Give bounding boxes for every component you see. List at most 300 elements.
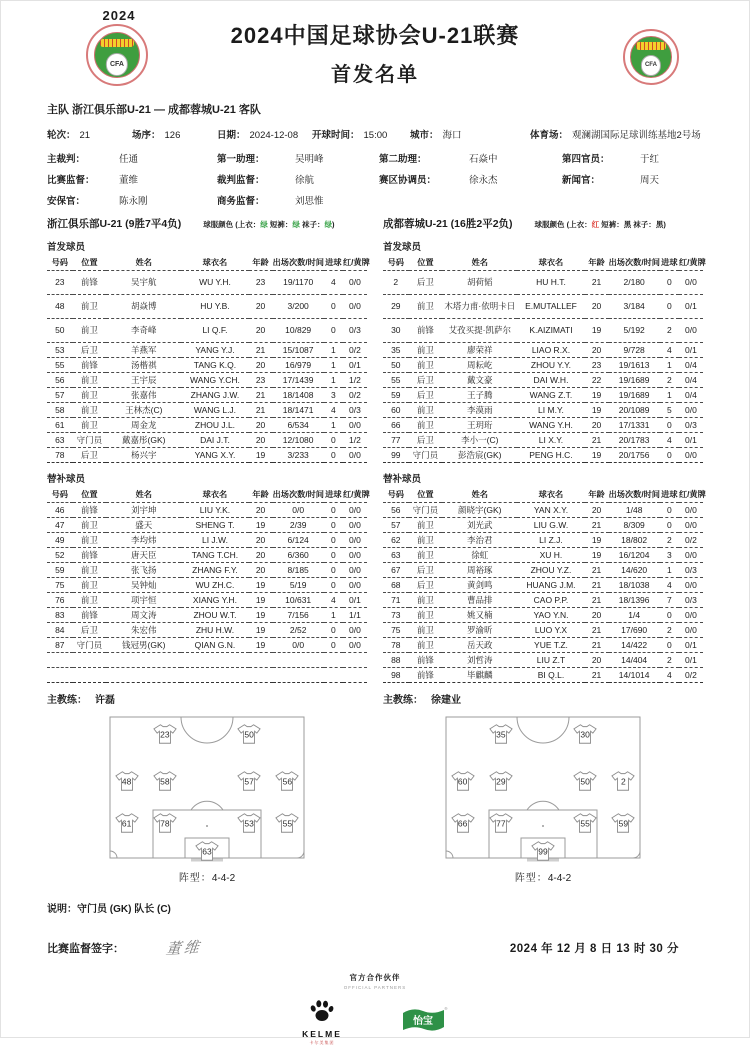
player-cell: 19/1689	[609, 373, 660, 388]
column-header: 号码	[47, 256, 73, 271]
kit-part-label: 短裤：	[599, 220, 624, 229]
player-cell: ZHOU Y.Y.	[517, 358, 584, 373]
player-cell: 0/0	[273, 638, 324, 653]
player-row	[47, 578, 367, 593]
player-row	[47, 638, 367, 653]
player-cell: 15/1087	[273, 343, 324, 358]
formation-jersey: 29	[489, 770, 513, 791]
player-cell: 20	[585, 418, 609, 433]
player-cell: 0/0	[679, 518, 703, 533]
player-cell: 守门员	[409, 448, 443, 463]
player-cell	[181, 668, 248, 683]
player-cell: 1	[324, 373, 343, 388]
player-cell: 21	[585, 623, 609, 638]
info-field	[47, 127, 132, 141]
player-cell: WANG L.J.	[181, 403, 248, 418]
formation-jersey: 55	[275, 813, 299, 834]
player-cell: 47	[47, 518, 73, 533]
kit-part-label: 袜子：	[299, 220, 325, 229]
away-subs-table	[383, 488, 706, 683]
player-row	[383, 358, 703, 373]
player-cell: 前卫	[409, 608, 443, 623]
player-cell: 岳天政	[442, 638, 517, 653]
player-cell: 0/1	[343, 358, 367, 373]
player-cell: HU H.T.	[517, 271, 584, 295]
player-cell: 李小一(C)	[442, 433, 517, 448]
player-cell: 2	[660, 623, 679, 638]
player-row	[47, 358, 367, 373]
player-cell: 87	[47, 638, 73, 653]
player-cell: 守门员	[73, 638, 107, 653]
player-cell: 35	[383, 343, 409, 358]
player-cell: 55	[47, 358, 73, 373]
player-cell: 前卫	[409, 418, 443, 433]
cestbon-wordmark: 怡宝	[412, 1016, 433, 1027]
kelme-subtext: 卡尔美集团	[309, 1040, 335, 1045]
player-cell: 0/0	[679, 548, 703, 563]
home-team-name: 浙江俱乐部U-21 (9胜7平4负)	[47, 218, 182, 230]
player-cell: 李治君	[442, 533, 517, 548]
player-cell: 19	[585, 319, 609, 343]
player-cell: 姚又楠	[442, 608, 517, 623]
official-label: 主裁判：	[47, 154, 86, 165]
player-cell: 前卫	[409, 358, 443, 373]
player-cell: 艾孜买提·凯萨尔	[442, 319, 517, 343]
column-header: 红/黄牌	[679, 488, 703, 503]
player-cell: 19	[249, 518, 273, 533]
player-cell: 16/979	[273, 358, 324, 373]
notes-line	[47, 900, 749, 915]
player-cell: 0/0	[343, 548, 367, 563]
player-cell: 0	[324, 548, 343, 563]
player-cell: 廖荣祥	[442, 343, 517, 358]
player-cell: 14/404	[609, 653, 660, 668]
player-cell: 0/0	[679, 608, 703, 623]
player-cell: LIAO R.X.	[517, 343, 584, 358]
player-row	[47, 343, 367, 358]
player-cell: 88	[383, 653, 409, 668]
starting-label: 首发球员	[383, 242, 422, 253]
formation-jersey: 55	[573, 813, 597, 834]
year-label: 2024	[102, 8, 136, 23]
player-cell: 前卫	[73, 518, 107, 533]
kit-part-value: 绿	[292, 220, 300, 229]
player-cell: 10/829	[273, 319, 324, 343]
player-cell: 21	[585, 638, 609, 653]
notes-text: 守门员 (GK) 队长 (C)	[77, 904, 171, 915]
player-cell: 23	[585, 358, 609, 373]
away-team-name: 成都蓉城U-21 (16胜2平2负)	[383, 218, 513, 230]
player-cell: 0/0	[343, 518, 367, 533]
player-cell: 1	[660, 388, 679, 403]
player-cell: 0/0	[679, 319, 703, 343]
player-cell: YANG Y.J.	[181, 343, 248, 358]
formation-value: 4-4-2	[547, 873, 572, 884]
player-cell: 0/0	[343, 418, 367, 433]
player-cell: 0/1	[679, 343, 703, 358]
player-cell: 0	[660, 448, 679, 463]
info-value: 15:00	[363, 130, 388, 141]
player-cell: 0/0	[343, 638, 367, 653]
player-cell: 彭浩宸(GK)	[442, 448, 517, 463]
info-value: 21	[79, 130, 91, 141]
player-cell: 0/0	[679, 271, 703, 295]
player-cell: 戴文豪	[442, 373, 517, 388]
coach-name: 许磊	[95, 695, 115, 706]
signature-row	[47, 937, 703, 958]
player-cell: 19	[585, 388, 609, 403]
player-row	[47, 623, 367, 638]
player-cell: 颜晓宇(GK)	[442, 503, 517, 518]
player-cell: 20	[585, 653, 609, 668]
player-cell: WANG Y.H.	[517, 418, 584, 433]
player-cell: 0/2	[679, 668, 703, 683]
kit-label: 球服颜色 (	[534, 220, 570, 229]
player-cell: 0/1	[679, 638, 703, 653]
player-cell: 前锋	[409, 668, 443, 683]
player-cell: 前锋	[409, 653, 443, 668]
formation-jersey: 57	[237, 770, 261, 791]
player-cell: 0/0	[343, 295, 367, 319]
page-title: 2024中国足球协会U-21联赛	[230, 23, 520, 48]
player-cell: CAO P.P.	[517, 593, 584, 608]
player-cell: 曹品排	[442, 593, 517, 608]
player-cell: 56	[47, 373, 73, 388]
player-cell: 20	[249, 433, 273, 448]
player-row	[47, 518, 367, 533]
player-cell: TANG K.Q.	[181, 358, 248, 373]
player-cell: 唐天臣	[106, 548, 181, 563]
player-cell: 1/1	[343, 608, 367, 623]
kit-part-value: 绿	[260, 220, 268, 229]
subs-label: 替补球员	[383, 474, 422, 485]
player-cell: 0/3	[343, 319, 367, 343]
player-cell: 3/200	[273, 295, 324, 319]
player-cell: 守门员	[409, 503, 443, 518]
player-cell: 10/631	[273, 593, 324, 608]
player-cell: 21	[585, 433, 609, 448]
player-cell: 73	[383, 608, 409, 623]
cestbon-logo	[400, 1005, 448, 1042]
player-cell: 77	[383, 433, 409, 448]
player-cell: 0	[660, 503, 679, 518]
player-cell: 朱宏伟	[106, 623, 181, 638]
player-cell: DAI J.T.	[181, 433, 248, 448]
player-cell: HUANG J.M.	[517, 578, 584, 593]
formation-jersey: 59	[611, 813, 635, 834]
away-formation-label	[383, 869, 703, 884]
official-label: 比赛监督：	[47, 175, 95, 186]
formation-jersey: 63	[195, 841, 219, 862]
home-subs-table	[47, 488, 370, 683]
player-cell: 0/1	[679, 295, 703, 319]
info-label: 轮次：	[47, 130, 76, 141]
player-cell: 0/0	[343, 623, 367, 638]
formation-jersey: 99	[531, 841, 555, 862]
player-cell: 20/1089	[609, 403, 660, 418]
player-cell: 83	[47, 608, 73, 623]
column-header: 出场次数/时间	[609, 488, 660, 503]
player-cell: 98	[383, 668, 409, 683]
player-cell	[47, 653, 73, 668]
player-cell: 张飞扬	[106, 563, 181, 578]
player-cell: 20	[249, 533, 273, 548]
player-cell: 黄剑鸣	[442, 578, 517, 593]
player-cell: WANG Z.T.	[517, 388, 584, 403]
player-cell: 前卫	[409, 295, 443, 319]
player-cell: 20/1756	[609, 448, 660, 463]
player-cell: 6/534	[273, 418, 324, 433]
player-cell: 20	[249, 319, 273, 343]
player-cell: 57	[383, 518, 409, 533]
player-cell: 21	[585, 668, 609, 683]
official-label: 安保官：	[47, 196, 86, 207]
player-cell: 21	[585, 271, 609, 295]
player-cell: 2	[660, 653, 679, 668]
kit-part-value: 红	[591, 220, 600, 229]
player-row	[47, 563, 367, 578]
formation-jersey: 2	[611, 770, 635, 791]
official-label: 商务监督：	[217, 196, 265, 207]
player-cell: 71	[383, 593, 409, 608]
player-cell: 前卫	[73, 533, 107, 548]
player-cell: 4	[660, 433, 679, 448]
player-cell: 48	[47, 295, 73, 319]
player-cell: 20	[249, 418, 273, 433]
player-cell: 项宇恒	[106, 593, 181, 608]
info-label: 场序：	[132, 130, 161, 141]
player-cell: YAO Y.N.	[517, 608, 584, 623]
player-cell: 后卫	[409, 578, 443, 593]
player-cell: 20	[249, 563, 273, 578]
home-formation-pitch	[109, 716, 305, 863]
official-name: 徐航	[295, 175, 315, 186]
player-cell: LI M.Y.	[517, 403, 584, 418]
official-label	[562, 193, 640, 207]
player-cell: LI X.Y.	[517, 433, 584, 448]
player-cell: 0/3	[679, 593, 703, 608]
player-row	[47, 448, 367, 463]
player-row	[383, 518, 703, 533]
column-header: 年龄	[249, 488, 273, 503]
player-row	[47, 271, 367, 295]
formation-value: 4-4-2	[211, 873, 236, 884]
player-cell	[324, 653, 343, 668]
away-formation-pitch	[445, 716, 641, 863]
player-cell: 75	[47, 578, 73, 593]
player-cell: 14/422	[609, 638, 660, 653]
player-cell	[343, 668, 367, 683]
player-cell: 1/2	[343, 433, 367, 448]
player-cell: 0/0	[273, 503, 324, 518]
player-cell: ZHU H.W.	[181, 623, 248, 638]
player-row	[383, 403, 703, 418]
official-name: 董维	[119, 175, 139, 186]
player-cell: 19	[249, 578, 273, 593]
player-cell: 4	[660, 668, 679, 683]
player-cell: 前卫	[73, 388, 107, 403]
player-cell: 57	[47, 388, 73, 403]
player-row	[47, 533, 367, 548]
player-cell: 木塔力甫·依明卡日	[442, 295, 517, 319]
player-cell: 46	[47, 503, 73, 518]
column-header: 年龄	[585, 256, 609, 271]
table-header-row	[383, 256, 703, 271]
home-coach-line	[47, 691, 367, 706]
player-cell: 0/0	[679, 503, 703, 518]
player-cell: 2/180	[609, 271, 660, 295]
player-cell: 0/3	[343, 403, 367, 418]
player-cell: 18/1396	[609, 593, 660, 608]
cestbon-flag-icon	[400, 1005, 448, 1037]
svg-text:®: ®	[444, 1006, 448, 1011]
player-cell: 21	[585, 593, 609, 608]
home-formation-label	[47, 869, 367, 884]
player-cell: 0	[660, 608, 679, 623]
player-cell: ZHOU Y.Z.	[517, 563, 584, 578]
player-cell: 20	[249, 503, 273, 518]
official-label: 新闻官：	[562, 175, 601, 186]
player-cell: 12/1080	[273, 433, 324, 448]
player-cell: XIANG Y.H.	[181, 593, 248, 608]
player-cell: 0/0	[679, 403, 703, 418]
player-cell: 19	[249, 448, 273, 463]
player-row	[383, 563, 703, 578]
player-cell: 前锋	[73, 358, 107, 373]
player-cell: E.MUTALLEF	[517, 295, 584, 319]
player-cell: 0/0	[679, 578, 703, 593]
kit-part-value: 黑	[623, 220, 632, 229]
column-header: 球衣名	[181, 256, 248, 271]
player-cell	[273, 653, 324, 668]
player-cell: 后卫	[73, 343, 107, 358]
column-header: 进球	[660, 256, 679, 271]
player-cell: 5/19	[273, 578, 324, 593]
player-cell: 0	[324, 518, 343, 533]
player-cell: 后卫	[73, 448, 107, 463]
player-cell: 14/1014	[609, 668, 660, 683]
player-cell: 李奇峰	[106, 319, 181, 343]
player-cell: 20	[585, 503, 609, 518]
player-cell: 75	[383, 623, 409, 638]
player-row	[47, 548, 367, 563]
info-field	[312, 127, 410, 141]
player-cell: 29	[383, 295, 409, 319]
player-cell: 14/620	[609, 563, 660, 578]
kelme-logo	[302, 999, 342, 1046]
info-label: 体育场：	[530, 130, 569, 141]
player-cell: 17/1439	[273, 373, 324, 388]
coach-label: 主教练：	[47, 695, 87, 706]
player-cell: 0/4	[679, 388, 703, 403]
info-field	[132, 127, 217, 141]
player-cell: 0	[324, 448, 343, 463]
column-header: 红/黄牌	[343, 488, 367, 503]
player-row	[47, 403, 367, 418]
player-cell: 2	[660, 373, 679, 388]
player-cell: 4	[660, 578, 679, 593]
player-cell	[47, 668, 73, 683]
player-cell: 21	[585, 563, 609, 578]
player-cell: QIAN G.N.	[181, 638, 248, 653]
match-info-row	[47, 127, 749, 141]
home-kit-colors	[203, 219, 334, 230]
column-header: 号码	[383, 256, 409, 271]
away-team-column	[383, 216, 706, 884]
column-header: 球衣名	[517, 488, 584, 503]
player-cell: 2	[660, 319, 679, 343]
column-header: 位置	[409, 488, 443, 503]
player-cell: WU ZH.C.	[181, 578, 248, 593]
player-cell: 20	[585, 295, 609, 319]
player-cell: 罗渝昕	[442, 623, 517, 638]
column-header: 出场次数/时间	[609, 256, 660, 271]
player-cell: 戴嘉彤(GK)	[106, 433, 181, 448]
player-row	[383, 623, 703, 638]
player-row	[383, 653, 703, 668]
column-header: 姓名	[442, 488, 517, 503]
column-header: 年龄	[249, 256, 273, 271]
column-header: 红/黄牌	[343, 256, 367, 271]
player-row	[383, 418, 703, 433]
player-cell: 0	[324, 578, 343, 593]
player-cell: 守门员	[73, 433, 107, 448]
player-cell: 0/2	[679, 533, 703, 548]
player-cell: 3/233	[273, 448, 324, 463]
formation-jersey: 53	[237, 813, 261, 834]
signature-label: 比赛监督签字：	[47, 942, 124, 955]
player-cell: 0	[324, 319, 343, 343]
column-header: 位置	[73, 488, 107, 503]
formation-jersey: 23	[153, 723, 177, 744]
official-label: 第一助理：	[217, 154, 265, 165]
empty-row	[47, 653, 367, 668]
player-cell: 84	[47, 623, 73, 638]
kit-part-value: 黑	[655, 220, 664, 229]
player-cell: 60	[383, 403, 409, 418]
player-cell	[73, 653, 107, 668]
player-cell: 17/690	[609, 623, 660, 638]
player-cell: 20	[249, 295, 273, 319]
player-cell: 18/1038	[609, 578, 660, 593]
kelme-wordmark: KELME	[302, 1029, 342, 1039]
player-cell: 7/156	[273, 608, 324, 623]
column-header: 进球	[324, 256, 343, 271]
player-cell: 吴钟灿	[106, 578, 181, 593]
column-header: 进球	[324, 488, 343, 503]
player-cell: 前卫	[73, 373, 107, 388]
player-cell: 0/0	[343, 563, 367, 578]
official-name	[640, 193, 749, 207]
column-header: 号码	[383, 488, 409, 503]
player-cell: 前卫	[409, 343, 443, 358]
info-value: 126	[164, 130, 181, 141]
player-row	[47, 593, 367, 608]
info-field	[530, 127, 701, 141]
player-cell: YUE T.Z.	[517, 638, 584, 653]
player-cell: 3	[660, 548, 679, 563]
player-cell: 1	[660, 563, 679, 578]
player-cell: 李均炜	[106, 533, 181, 548]
player-cell: 张嘉伟	[106, 388, 181, 403]
partners-label-en: OFFICIAL PARTNERS	[343, 985, 407, 990]
player-cell: 1	[660, 358, 679, 373]
player-cell: 76	[47, 593, 73, 608]
cfa-ball-icon: CFA	[641, 55, 661, 75]
formation-jersey: 66	[451, 813, 475, 834]
kit-label: )	[331, 220, 335, 229]
formation-jersey: 61	[115, 813, 139, 834]
